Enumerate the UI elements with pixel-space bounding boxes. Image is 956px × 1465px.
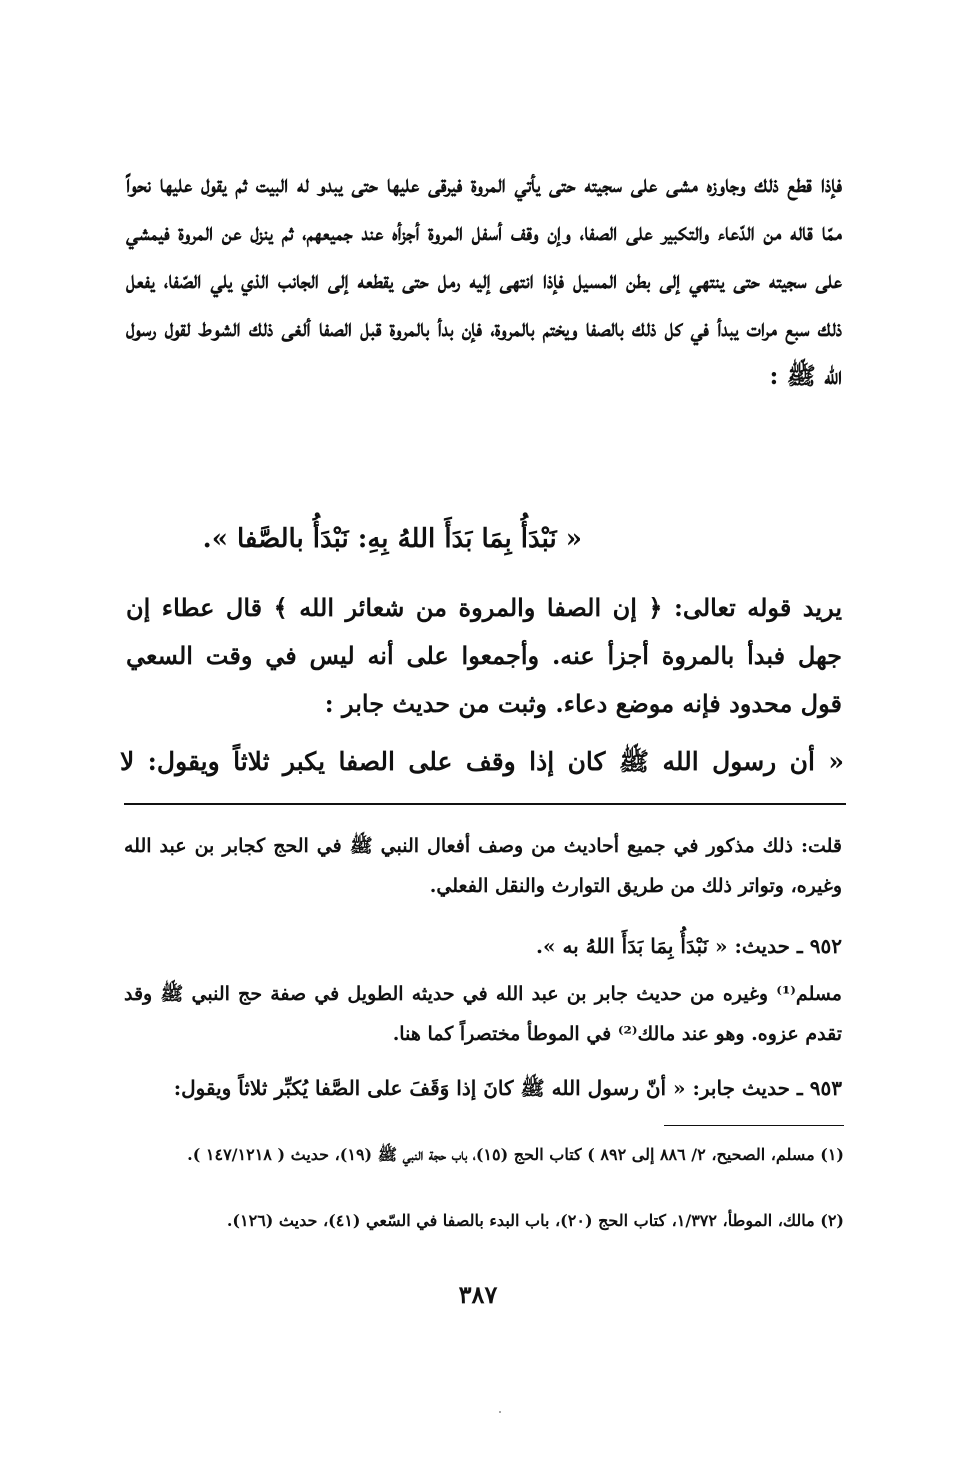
footnote-divider [664,1125,844,1126]
footnote-1 [118,1140,844,1169]
footnote-text: (٢) مالك، الموطأ، ١/٣٧٢، كتاب الحج (٢٠)، باب البدء بالصفا في السّعي (٤١)، حديث (١٢٦). [226,1211,844,1230]
page-number: ٣٨٧ [458,1280,498,1309]
commentary-note-1 [124,826,842,906]
paragraph-text: فإذا قطع ذلك وجاوزه مشى على سجيته حتى يأتي المروة فيرقى عليها حتى يبدو له البيت ثم يقول عليها نحواً ممّا قاله من الدّعاء والتكبير على الصفا، وإن وقف أسفل المروة أجزأه عند جميعهم، ثم ينزل عن المروة فيمشي على سجيته حتى ينتهي إلى بطن المسيل فإذا انتهى إليه رمل حتى يقطعه إلى الجانب الذي يلي الصّفا، يفعل ذلك سبع مرات يبدأ في كل ذلك بالصفا ويختم بالمروة، فإن بدأ بالمروة قبل الصفا ألغى ذلك الشوط لقول رسول الله ﷺ : [126,169,842,390]
hadith-entry-952 [124,926,842,966]
hadith-quote-2: « أن رسول الله ﷺ كان إذا وقف على الصفا يكبر ثلاثاً ويقول: لا [120,747,844,776]
footnote-text: (١) مسلم، الصحيح، ٢/ ٨٨٦ إلى ٨٩٢ ) كتاب الحج (١٥)، باب حجة النبي ﷺ (١٩)، حديث ( ١٤٧/١٢١٨ ). [187,1145,844,1164]
paragraph-text: يريد قوله تعالى: ﴿ إن الصفا والمروة من شعائر الله ﴾ قال عطاء إن جهل فبدأ بالمروة أجزأ عنه. وأجمعوا على أنه ليس في وقت السعي قول محدود فإنه موضع دعاء. وثبت من حديث جابر : [126,593,843,718]
commentary-note-3 [124,974,842,1054]
scan-speck [499,1411,501,1413]
main-paragraph-2 [126,584,842,728]
note-text: مسلم⁽¹⁾ وغيره من حديث جابر بن عبد الله في حديثه الطويل في صفة حج النبي ﷺ وقد تقدم عزوه. وهو عند مالك⁽²⁾ في الموطأ مختصراً كما هنا. [124,983,842,1045]
hadith-entry-953 [124,1068,842,1108]
main-divider [124,803,846,805]
footnote-2 [118,1206,844,1235]
note-text: ٩٥٢ ـ حديث: « نَبْدَأُ بِمَا بَدَأَ اللهُ به ». [536,934,842,958]
note-text: ٩٥٣ ـ حديث جابر: « أنّ رسول الله ﷺ كانَ إذا وَقَفَ على الصَّفا يُكبِّر ثلاثاً ويقول: [173,1076,842,1100]
hadith-quote-1: « نَبْدَأُ بِمَا بَدَأَ اللهُ بِهِ: نَبْدَأُ بالصَّفا ». [202,524,582,554]
note-text: قلت: ذلك مذكور في جميع أحاديث من وصف أفعال النبي ﷺ في الحج كجابر بن عبد الله وغيره، وتواتر ذلك من طريق التوارث والنقل الفعلي. [124,835,842,897]
main-paragraph-1 [126,160,842,400]
